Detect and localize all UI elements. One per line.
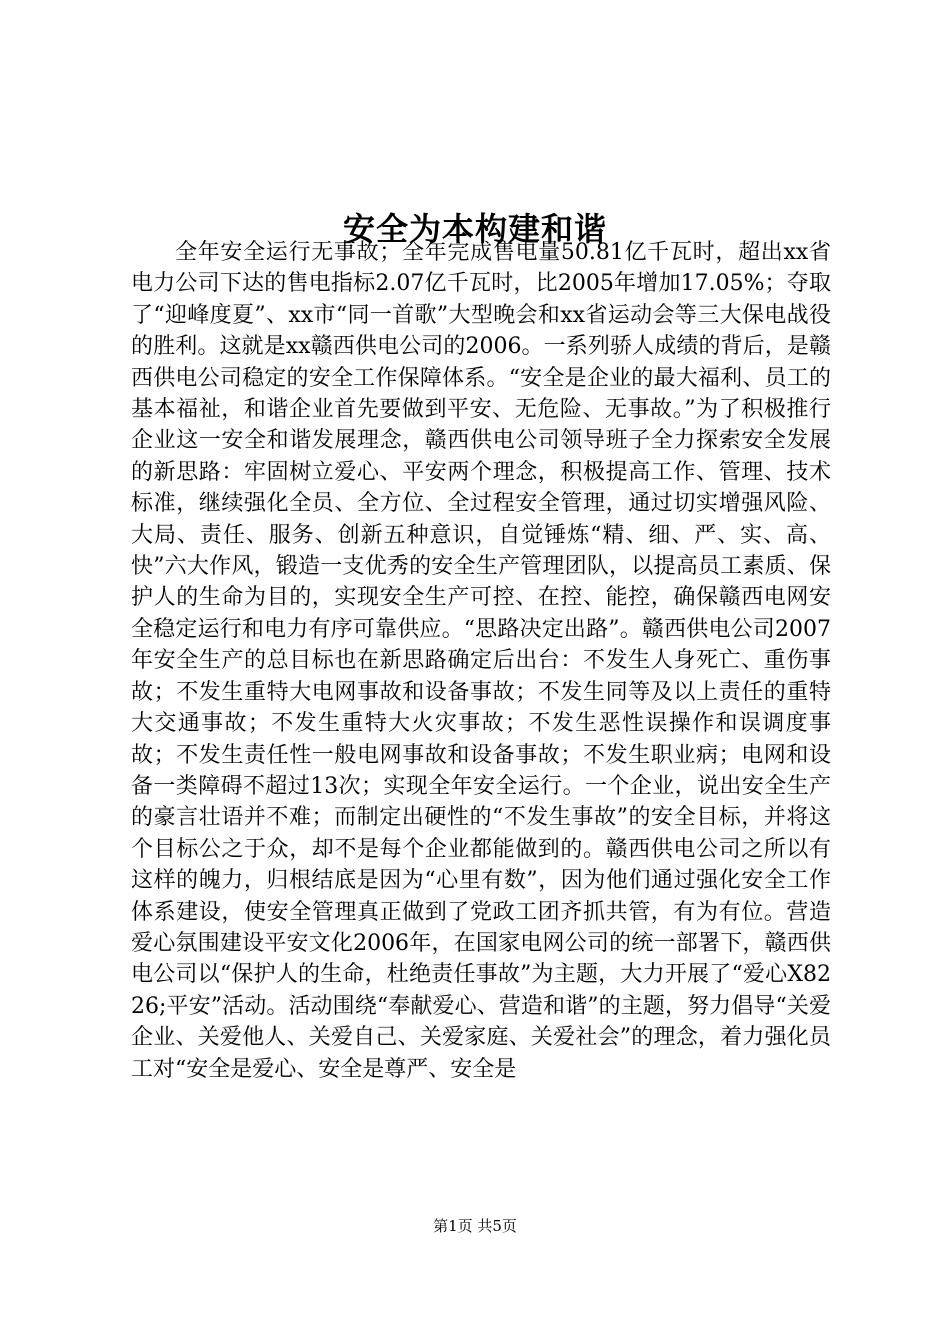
body-paragraph: 全年安全运行无事故；全年完成售电量50.81亿千瓦时，超出xx省电力公司下达的售电指标2.07亿千瓦时，比2005年增加17.05%；夺取了“迎峰度夏”、xx市“同一首歌”大型晚会和xx省运动会等三大保电战役的胜利。这就是xx赣西供电公司的2006。一系列骄人成绩的背后，是赣西供电公司稳定的安全工作保障体系。“安全是企业的最大福利、员工的基本福祉，和谐企业首先要做到平安、无危险、无事故。”为了积极推行企业这一安全和谐发展理念，赣西供电公司领导班子全力探索安全发展的新思路：牢固树立爱心、平安两个理念，积极提高工作、管理、技术标准，继续强化全员、全方位、全过程安全管理，通过切实增强风险、大局、责任、服务、创新五种意识，自觉锤炼“精、细、严、实、高、快”六大作风，锻造一支优秀的安全生产管理团队，以提高员工素质、保护人的生命为目的，实现安全生产可控、在控、能控，确保赣西电网安全稳定运行和电力有序可靠供应。“思路决定出路”。赣西供电公司2007年安全生产的总目标也在新思路确定后出台：不发生人身死亡、重伤事故；不发生重特大电网事故和设备事故；不发生同等及以上责任的重特大交通事故；不发生重特大火灾事故；不发生恶性误操作和误调度事故；不发生责任性一般电网事故和设备事故；不发生职业病；电网和设备一类障碍不超过13次；实现全年安全运行。一个企业，说出安全生产的豪言壮语并不难；而制定出硬性的“不发生事故”的安全目标，并将这个目标公之于众，却不是每个企业都能做到的。赣西供电公司之所以有这样的魄力，归根结底是因为“心里有数”，因为他们通过强化安全工作体系建设，使安全管理真正做到了党政工团齐抓共管，有为有位。营造爱心氛围建设平安文化2006年，在国家电网公司的统一部署下，赣西供电公司以“保护人的生命，杜绝责任事故”为主题，大力开展了“爱心X8226;平安”活动。活动围绕“奉献爱心、营造和谐”的主题，努力倡导“关爱企业、关爱他人、关爱自己、关爱家庭、关爱社会”的理念，着力强化员工对“安全是爱心、安全是尊严、安全是 bbox=[131, 240, 831, 1082]
document-title: 安全为本构建和谐 bbox=[342, 210, 607, 249]
page-indicator: 第1页 共5页 bbox=[433, 1217, 517, 1235]
